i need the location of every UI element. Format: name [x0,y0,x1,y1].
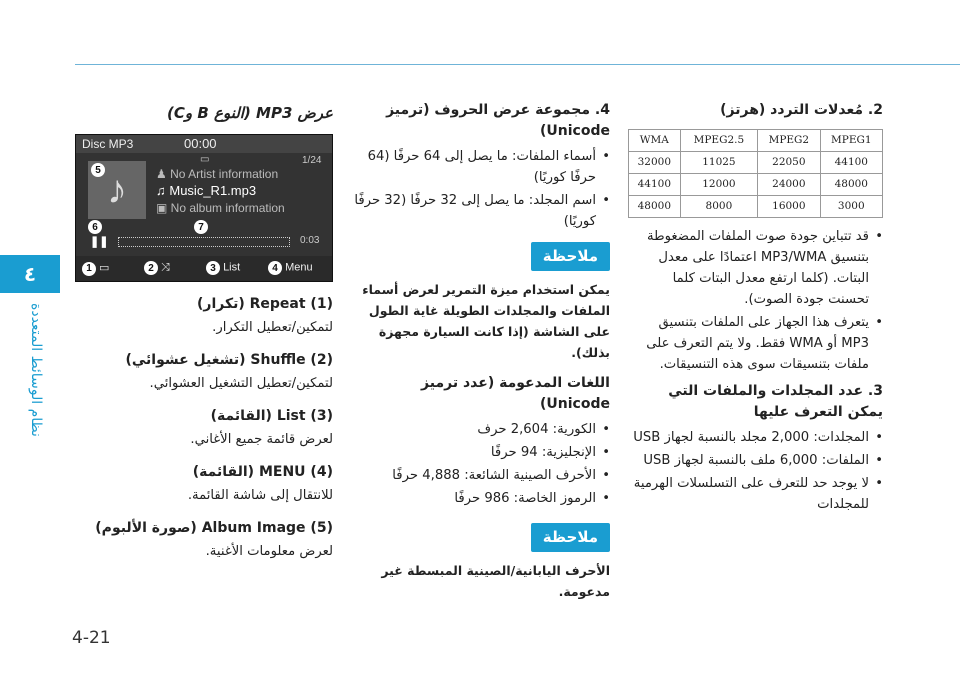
screen-time: 00:00 [184,136,217,151]
item-text: للانتقال إلى شاشة القائمة. [187,488,333,503]
list-item: • اسم المجلد: ما يصل إلى 32 حرفًا (32 حرفًا كوريًا) [352,190,596,232]
repeat-button: 1 ▭ [82,261,109,276]
list-item: • الكورية: 2,604 حرف [352,419,596,440]
languages-list [352,419,610,509]
top-rule [75,64,960,65]
pause-icon: ❚❚ [90,236,109,248]
item-heading: (3) List (القائمة) [210,408,333,424]
table-header-row [629,130,883,152]
list-item: • الملفات: 6,000 ملف بالنسبة لجهاز USB [628,450,869,471]
file-name: Music_R1.mp3 [169,183,257,198]
table-cell: 24000 [758,174,820,196]
artist-text: No Artist information [170,167,279,181]
file-line [156,183,256,198]
note-text: الأحرف اليابانية/الصينية المبسطة غير مدعومة. [381,563,610,599]
list-button: 3 List [206,261,240,275]
note-label: ملاحظة [531,523,610,552]
table-cell: 8000 [680,196,757,218]
marker-6: 6 [88,220,102,234]
elapsed-time: 0:03 [300,235,320,246]
table-row [629,174,883,196]
item-text: لعرض قائمة جميع الأغاني. [190,432,333,447]
chapter-number: ٤ [23,262,37,286]
progress-bar [118,237,290,247]
list-item: • المجلدات: 2,000 مجلد بالنسبة لجهاز USB [628,427,869,448]
charset-heading: 4. مجموعة عرض الحروف (ترميز Unicode) [386,102,610,139]
table-header: WMA [629,130,681,152]
album-art: ♪ [88,161,146,219]
table-cell: 3000 [820,196,882,218]
item-text: لعرض معلومات الأغنية. [205,544,333,559]
chapter-label: نظام الوسائط المتعددة [28,303,44,437]
table-header: MPEG1 [820,130,882,152]
screen-button-bar [76,256,332,281]
languages-heading: اللغات المدعومة (عدد ترميز Unicode) [421,375,610,412]
list-item: • أسماء الملفات: ما يصل إلى 64 حرفًا (64 حرفًا كوريًا) [352,146,596,188]
table-cell: 11025 [680,152,757,174]
list-item: • يتعرف هذا الجهاز على الملفات بتنسيق MP3 أو WMA فقط. ولا يتم التعرف على ملفات بتنسيقات سوى هذه التنسيقات. [628,312,869,375]
item-heading: (1) Repeat (تكرار) [196,296,333,312]
charset-list [352,146,610,232]
track-count: 1/24 [302,155,322,166]
album-icon: ▣ [156,201,171,215]
artist-line [156,167,278,181]
marker-5: 5 [91,163,105,177]
right-column [628,100,883,517]
marker-7: 7 [194,220,208,234]
table-header: MPEG2 [758,130,820,152]
item-heading: (4) MENU (القائمة) [192,464,333,480]
menu-button: 4 Menu [268,261,313,275]
list-item: • لا يوجد حد للتعرف على التسلسلات الهرمية للمجلدات [628,473,869,515]
table-cell: 32000 [629,152,681,174]
note-label: ملاحظة [531,242,610,271]
album-text: No album information [170,201,285,215]
table-row [629,196,883,218]
music-note-icon: ♫ [156,183,170,198]
section-title: عرض MP3 (النوع B وC) [167,104,333,122]
folder-count-list [628,427,883,515]
table-row [629,152,883,174]
table-cell: 12000 [680,174,757,196]
list-item: • قد تتباين جودة صوت الملفات المضغوطة بتنسيق MP3/WMA اعتمادًا على معدل البتات. (كلما ارتفع معدل البتات كلما تحسنت جودة الصوت). [628,226,869,310]
table-cell: 48000 [820,174,882,196]
note-text: يمكن استخدام ميزة التمرير لعرض أسماء الملفات والمجلدات الطويلة غاية الطول على الشاشة (إذا كانت السيارة مجهزة بذلك). [362,282,610,360]
table-cell: 44100 [820,152,882,174]
item-text: لتمكين/تعطيل التشغيل العشوائي. [149,376,333,391]
screen-title-bar [76,135,332,153]
table-cell: 48000 [629,196,681,218]
album-line [156,201,285,215]
table-header: MPEG2.5 [680,130,757,152]
item-heading: (2) Shuffle (تشغيل عشوائي) [125,352,333,368]
table-cell: 16000 [758,196,820,218]
table-cell: 44100 [629,174,681,196]
display-title [75,103,333,128]
list-item: • الإنجليزية: 94 حرفًا [352,442,596,463]
bitrate-notes [628,226,883,375]
shuffle-button: 2 ⤨ [144,261,170,275]
list-item: • الأحرف الصينية الشائعة: 4,888 حرفًا [352,465,596,486]
person-icon: ♟ [156,167,171,181]
repeat-indicator-icon: ▭ [200,154,210,165]
sample-rate-table [628,129,883,218]
page-number: 4-21 [72,628,111,648]
mp3-screen-image [75,134,333,282]
chapter-tab [0,255,60,293]
list-item: • الرموز الخاصة: 986 حرفًا [352,488,596,509]
left-column-items [75,294,333,566]
middle-column [352,100,610,606]
folder-count-heading: 3. عدد المجلدات والملفات التي يمكن التعرف عليها [668,383,883,420]
table-cell: 22050 [758,152,820,174]
sample-rate-heading: 2. مُعدلات التردد (هرتز) [720,102,883,118]
screen-title: Disc MP3 [82,137,134,151]
item-text: لتمكين/تعطيل التكرار. [212,320,333,335]
item-heading: (5) Album Image (صورة الألبوم) [95,520,333,536]
